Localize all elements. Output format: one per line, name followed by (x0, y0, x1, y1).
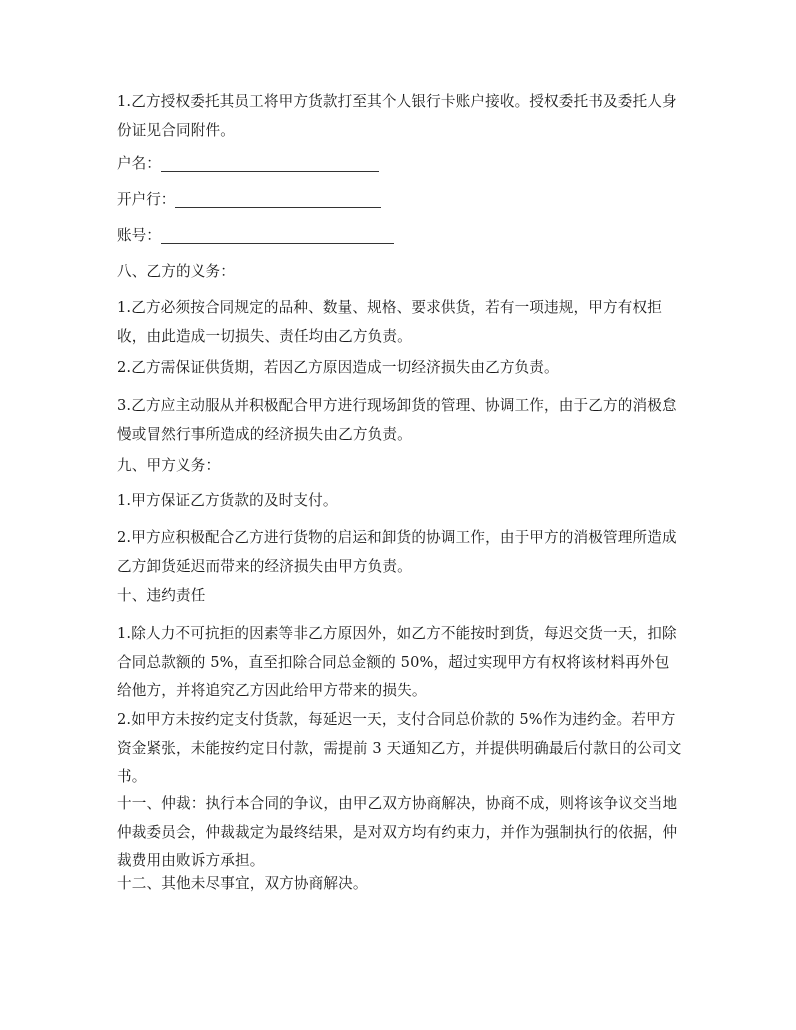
section-8-item-2: 2.乙方需保证供货期，若因乙方原因造成一切经济损失由乙方负责。 (117, 359, 559, 376)
section-11-arbitration: 十一、仲裁：执行本合同的争议，由甲乙双方协商解决，协商不成，则将该争议交当地仲裁委员会，仲裁裁定为最终结果，是对双方均有约束力，并作为强制执行的依据，仲裁费用由败诉方承担。 (117, 795, 678, 869)
bank-blank (175, 191, 381, 208)
section-8-item-3: 3.乙方应主动服从并积极配合甲方进行现场卸货的管理、协调工作，由于乙方的消极怠慢或冒然行事所造成的经济损失由乙方负责。 (117, 397, 677, 443)
bank-field (117, 186, 381, 214)
account-name-blank (161, 155, 379, 172)
account-name-label: 户名： (117, 155, 161, 172)
account-number-label: 账号： (117, 227, 161, 244)
section-9-item-2: 2.甲方应积极配合乙方进行货物的启运和卸货的协调工作，由于甲方的消极管理所造成乙方卸货延迟而带来的经济损失由甲方负责。 (117, 529, 677, 575)
account-number-field (117, 222, 394, 250)
section-9-heading: 九、甲方义务： (117, 457, 221, 474)
section-10-item-2: 2.如甲方未按约定支付货款，每延迟一天，支付合同总价款的 5%作为违约金。若甲方资金紧张，未能按约定日付款，需提前 3 天通知乙方，并提供明确最后付款日的公司文书。 (117, 711, 682, 785)
section-10-item-1: 1.除人力不可抗拒的因素等非乙方原因外，如乙方不能按时到货，每迟交货一天，扣除合同总款额的 5%，直至扣除合同总金额的 50%，超过实现甲方有权将该材料再外包给他方，并将追究乙方因此给甲方带来的损失。 (117, 625, 677, 699)
bank-label: 开户行： (117, 191, 176, 208)
section-8-item-1: 1.乙方必须按合同规定的品种、数量、规格、要求供货，若有一项违规，甲方有权拒收，由此造成一切损失、责任均由乙方负责。 (117, 299, 663, 345)
account-name-field (117, 150, 379, 178)
section-10-heading: 十、违约责任 (117, 587, 206, 604)
clause-payment-authorization: 1.乙方授权委托其员工将甲方货款打至其个人银行卡账户接收。授权委托书及委托人身份证见合同附件。 (117, 93, 677, 139)
section-12-other: 十二、其他未尽事宜，双方协商解决。 (117, 875, 368, 892)
account-number-blank (161, 227, 394, 244)
section-8-heading: 八、乙方的义务： (117, 263, 235, 280)
section-9-item-1: 1.甲方保证乙方货款的及时支付。 (117, 492, 338, 509)
